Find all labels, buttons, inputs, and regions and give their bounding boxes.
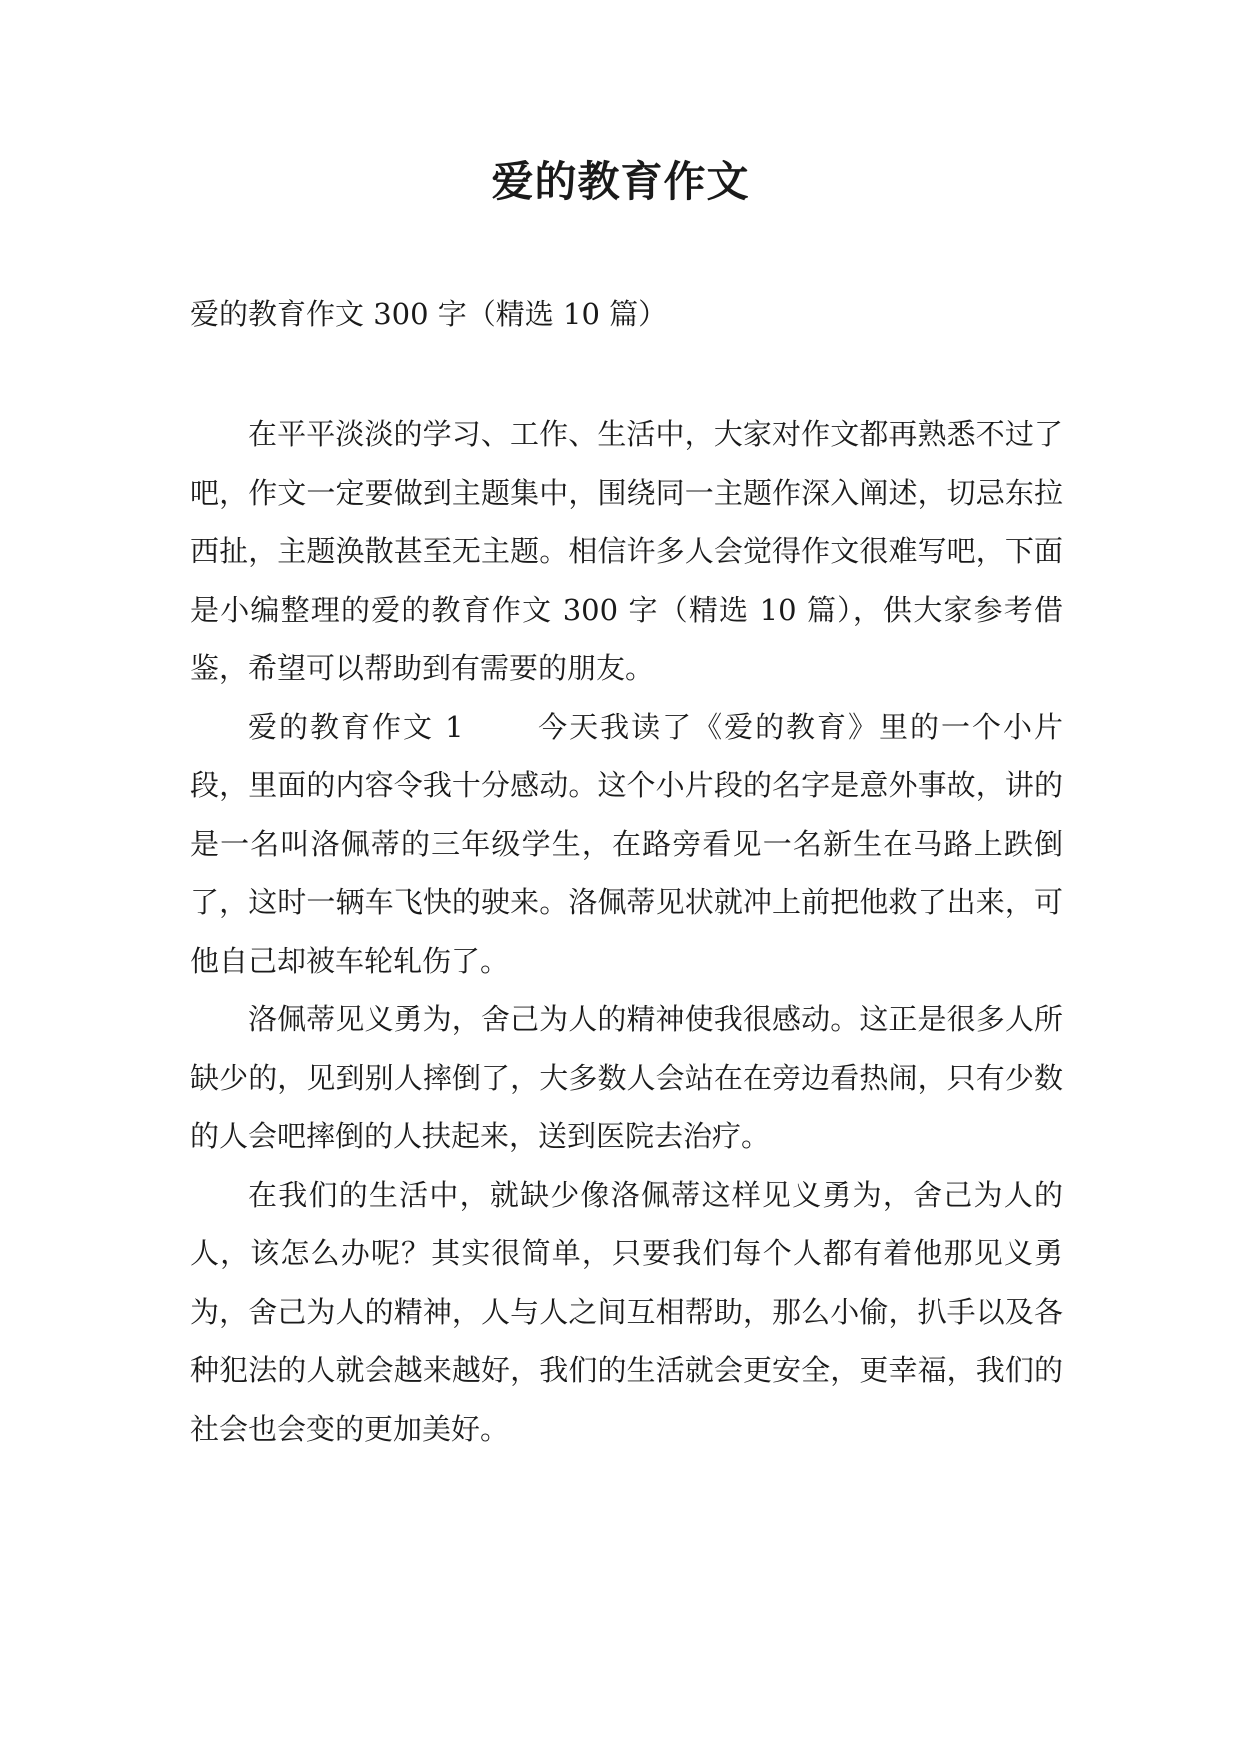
- essay-1-heading: 爱的教育作文 1: [248, 709, 464, 744]
- document-subtitle: 爱的教育作文 300 字（精选 10 篇）: [190, 297, 668, 331]
- document-title: 爱的教育作文: [491, 157, 750, 206]
- essay-1-paragraph-2: 洛佩蒂见义勇为，舍己为人的精神使我很感动。这正是很多人所缺少的，见到别人摔倒了，大多数人会站在在旁边看热闹，只有少数的人会吧摔倒的人扶起来，送到医院去治疗。: [190, 1002, 1063, 1153]
- essay-1-paragraph-1: [190, 698, 1063, 991]
- essay-1-paragraph-3: 在我们的生活中，就缺少像洛佩蒂这样见义勇为，舍己为人的人，该怎么办呢？其实很简单，只要我们每个人都有着他那见义勇为，舍己为人的精神，人与人之间互相帮助，那么小偷，扒手以及各种犯法的人就会越来越好，我们的生活就会更安全，更幸福，我们的社会也会变的更加美好。: [190, 1177, 1063, 1446]
- document-body: [190, 405, 1063, 1458]
- intro-paragraph: 在平平淡淡的学习、工作、生活中，大家对作文都再熟悉不过了吧，作文一定要做到主题集中，围绕同一主题作深入阐述，切忌东拉西扯，主题涣散甚至无主题。相信许多人会觉得作文很难写吧，下面是小编整理的爱的教育作文 300 字（精选 10 篇），供大家参考借鉴，希望可以帮助到有需要的朋友。: [190, 417, 1063, 685]
- essay-1-paragraph-1-text: 今天我读了《爱的教育》里的一个小片段，里面的内容令我十分感动。这个小片段的名字是意外事故，讲的是一名叫洛佩蒂的三年级学生，在路旁看见一名新生在马路上跌倒了，这时一辆车飞快的驶来。洛佩蒂见状就冲上前把他救了出来，可他自己却被车轮轧伤了。: [190, 709, 1063, 978]
